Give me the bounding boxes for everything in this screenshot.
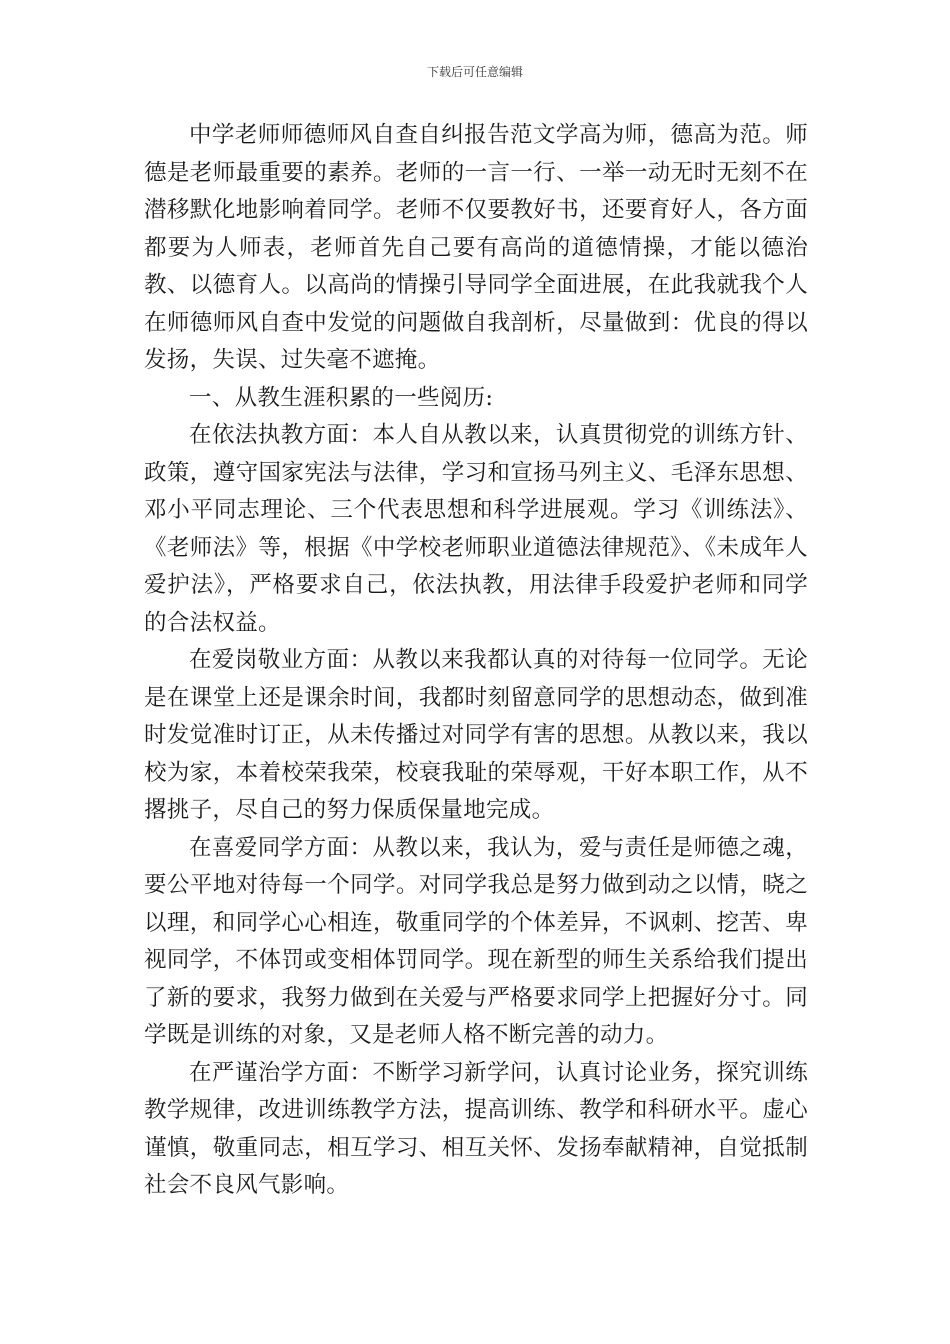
paragraph-intro: 中学老师师德师风自查自纠报告范文学高为师，德高为范。师德是老师最重要的素养。老师的一言一行、一举一动无时无刻不在潜移默化地影响着同学。老师不仅要教好书，还要育好人，各方面都要为人师表，老师首先自己要有高尚的道德情操，才能以德治教、以德育人。以高尚的情操引导同学全面进展，在此我就我个人在师德师风自查中发觉的问题做自我剖析，尽量做到：优良的得以发扬，失误、过失毫不遮掩。 — [144, 122, 808, 373]
page-header: 下载后可任意编辑 — [426, 65, 523, 79]
section-heading: 一、从教生涯积累的一些阅历: — [189, 384, 494, 411]
paragraph-scholarship: 在严谨治学方面：不断学习新学问，认真讨论业务，探究训练教学规律，改进训练教学方法，提高训练、教学和科研水平。虚心谨慎，敬重同志，相互学习、相互关怀、发扬奉献精神，自觉抵制社会不良风气影响。 — [144, 1059, 808, 1198]
paragraph-dedication: 在爱岗敬业方面：从教以来我都认真的对待每一位同学。无论是在课堂上还是课余时间，我都时刻留意同学的思想动态，做到准时发觉准时订正，从未传播过对同学有害的思想。从教以来，我以校为家，本着校荣我荣，校衰我耻的荣辱观，干好本职工作，从不撂挑子，尽自己的努力保质保量地完成。 — [144, 647, 808, 823]
document-body — [144, 117, 808, 1205]
paragraph-students: 在喜爱同学方面：从教以来，我认为，爱与责任是师德之魂，要公平地对待每一个同学。对同学我总是努力做到动之以情，晓之以理，和同学心心相连，敬重同学的个体差异，不讽刺、挖苦、卑视同学，不体罚或变相体罚同学。现在新型的师生关系给我们提出了新的要求，我努力做到在关爱与严格要求同学上把握好分寸。同学既是训练的对象，又是老师人格不断完善的动力。 — [144, 834, 808, 1048]
paragraph-law: 在依法执教方面：本人自从教以来，认真贯彻党的训练方针、政策，遵守国家宪法与法律，学习和宣扬马列主义、毛泽东思想、邓小平同志理论、三个代表思想和科学进展观。学习《训练法》、《老师法》等，根据《中学校老师职业道德法律规范》、《未成年人爱护法》，严格要求自己，依法执教，用法律手段爱护老师和同学的合法权益。 — [144, 422, 808, 636]
